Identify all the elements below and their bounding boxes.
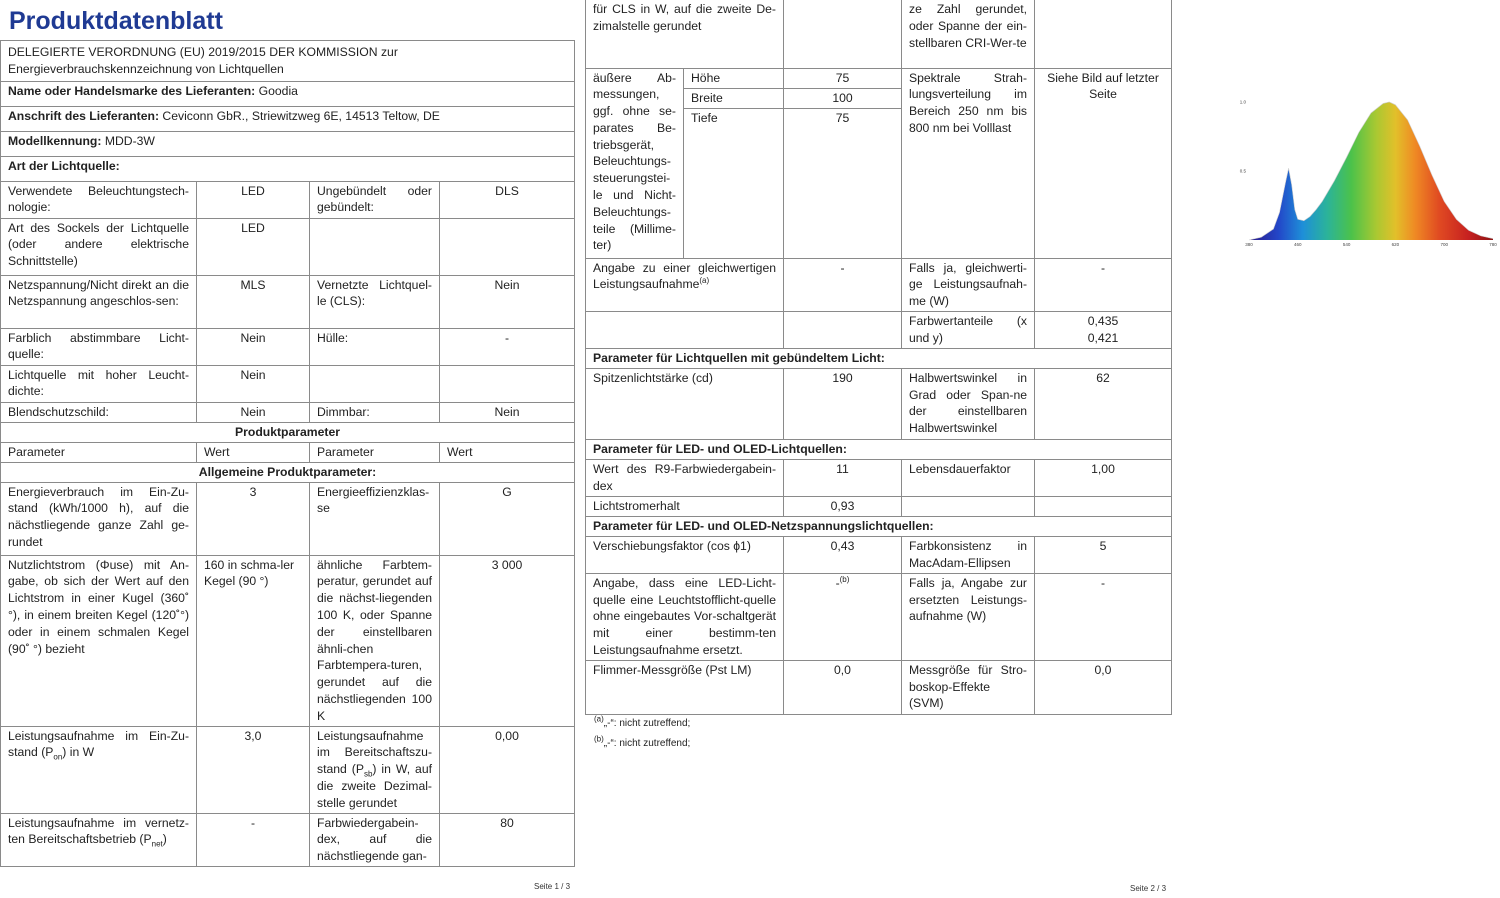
directional-header: Parameter für Lichtquellen mit gebündeltem Licht: xyxy=(586,348,1172,368)
param-row: Energieverbrauch im Ein-Zu-stand (kWh/1000 h), auf die nächstliegende ganze Zahl ge-rundet 3 Energieeffizienzklas-se G xyxy=(1,482,575,555)
address-value: Ceviconn GbR., Striewitzweg 6E, 14513 Teltow, DE xyxy=(162,108,440,123)
type-row: Lichtquelle mit hoher Leucht-dichte: Nein xyxy=(1,365,575,402)
model-row: Modellkennung: MDD-3W xyxy=(1,131,575,156)
x-tick-label: 460 xyxy=(1294,242,1302,247)
product-params-header: Produktparameter xyxy=(1,422,575,442)
x-tick-label: 780 xyxy=(1489,242,1497,247)
type-row: Verwendete Beleuchtungstech-nologie: LED Ungebündelt oder gebündelt: DLS xyxy=(1,181,575,218)
page-number: Seite 2 / 3 xyxy=(1130,884,1167,893)
page-1 xyxy=(0,0,575,892)
led-header: Parameter für LED- und OLED-Lichtquellen: xyxy=(586,439,1172,459)
page-2 xyxy=(585,0,1175,892)
param-row: Leistungsaufnahme im Ein-Zu-stand $(P_{on})$ in W 3,0 Leistungsaufnahme im Bereitschaftszu-stand $(P_{sb})$ in W, auf die zweite Dezimal-stelle gerundet 0,00 xyxy=(1,726,575,813)
footnote-b: $^{(b)}$„-“: nicht zutreffend; xyxy=(594,734,691,749)
param-row: Lichtstromerhalt 0,93 xyxy=(586,496,1172,516)
dims-row: Tiefe 75 xyxy=(586,108,1172,258)
supplier-row: Name oder Handelsmarke des Lieferanten: Goodia xyxy=(1,81,575,106)
dims-row: Breite 100 xyxy=(586,88,1172,108)
type-row: Netzspannung/Nicht direkt an die Netzspannung angeschlos-sen: MLS Vernetzte Lichtquel-le (CLS): Nein xyxy=(1,275,575,328)
param-row: Leistungsaufnahme im vernetz-ten Bereitschaftsbetrieb $(P_{net})$ - Farbwiedergabein-dex, auf die nächstliegende gan- 80 xyxy=(1,813,575,866)
type-header: Art der Lichtquelle: xyxy=(1,156,575,181)
param-row: Spitzenlichtstärke (cd) 190 Halbwertswinkel in Grad oder Span-ne der einstellbaren Halbwertswinkel 62 xyxy=(586,368,1172,439)
param-row: Flimmer-Messgröße (Pst LM) 0,0 Messgröße für Stro-boskop-Effekte (SVM) 0,0 xyxy=(586,660,1172,714)
spectrum-chart xyxy=(1235,90,1500,250)
footnote-a: $^{(a)}$„-“: nicht zutreffend; xyxy=(594,714,691,729)
x-tick-label: 700 xyxy=(1440,242,1448,247)
y-tick-label: 1.0 xyxy=(1239,99,1246,105)
param-row: für CLS in W, auf die zweite De-zimalstelle gerundet ze Zahl gerundet, oder Spanne der ein-stellbaren CRI-Wer-te xyxy=(586,0,1172,68)
page-number: Seite 1 / 3 xyxy=(534,882,571,891)
y-tick-label: 0.5 xyxy=(1239,168,1246,174)
param-row: Verschiebungsfaktor (cos ϕ1) 0,43 Farbkonsistenz in MacAdam-Ellipsen 5 xyxy=(586,536,1172,573)
supplier-table xyxy=(0,40,575,867)
mains-header: Parameter für LED- und OLED-Netzspannungslichtquellen: xyxy=(586,516,1172,536)
x-tick-label: 620 xyxy=(1391,242,1400,247)
address-row: Anschrift des Lieferanten: Ceviconn GbR., Striewitzweg 6E, 14513 Teltow, DE xyxy=(1,106,575,131)
type-row: Blendschutzschild: Nein Dimmbar: Nein xyxy=(1,402,575,422)
model-value: MDD-3W xyxy=(104,133,155,148)
general-params-header: Allgemeine Produktparameter: xyxy=(1,462,575,482)
params-table-2 xyxy=(585,0,1172,715)
type-row: Art des Sockels der Lichtquelle (oder andere elektrische Schnittstelle) LED xyxy=(1,218,575,275)
supplier-value: Goodia xyxy=(258,83,298,98)
column-headers: Parameter Wert Parameter Wert xyxy=(1,442,575,462)
dims-row: äußere Ab-messungen, ggf. ohne se-parates Be-triebsgerät, Beleuchtungs-steuerungstei-le und Nicht-Beleuchtungs-teile (Millime-ter) Höhe 75 Spektrale Strah-lungsverteilung im Bereich 250 nm bis 800 nm bei Volllast Siehe Bild auf letzter Seite xyxy=(586,68,1172,88)
param-row: Nutzlichtstrom (Φuse) mit An-gabe, ob sich der Wert auf den Lichtstrom in einer Kugel (360˚ °), in einem breiten Kegel (120˚°) oder in einem schmalen Kegel (90˚ °) bezieht 160 in schma-ler Kegel (90 °) ähnliche Farbtem-peratur, gerundet auf die nächst-liegenden 100 K, oder Spanne der einstellbaren ähnli-chen Farbtempera-turen, gerundet auf die nächstliegenden 100 K 3 000 xyxy=(1,555,575,726)
param-row: Farbwertanteile (x und y) 0,435 0,421 xyxy=(586,311,1172,348)
param-row: Angabe, dass eine LED-Licht-quelle eine Leuchtstofflicht-quelle ohne eingebautes Vor-schaltgerät mit einer bestimm-ten Leistungsaufnahme ersetzt. -$^{(b)}$ Falls ja, Angabe zur ersetzten Leistungs-aufnahme (W) - xyxy=(586,573,1172,660)
x-tick-label: 540 xyxy=(1342,242,1351,247)
x-tick-label: 380 xyxy=(1245,242,1253,247)
param-row: Angabe zu einer gleichwertigen Leistungsaufnahme$^{(a)}$ - Falls ja, gleichwerti-ge Leistungsaufnah-me (W) - xyxy=(586,258,1172,311)
page-title: Produktdatenblatt xyxy=(9,7,223,35)
type-row: Farblich abstimmbare Licht-quelle: Nein Hülle: - xyxy=(1,328,575,365)
param-row: Wert des R9-Farbwiedergabein-dex 11 Lebensdauerfaktor 1,00 xyxy=(586,459,1172,496)
regulation-text: DELEGIERTE VERORDNUNG (EU) 2019/2015 DER KOMMISSION zur Energieverbrauchskennzeichnung von Lichtquellen xyxy=(1,41,575,82)
